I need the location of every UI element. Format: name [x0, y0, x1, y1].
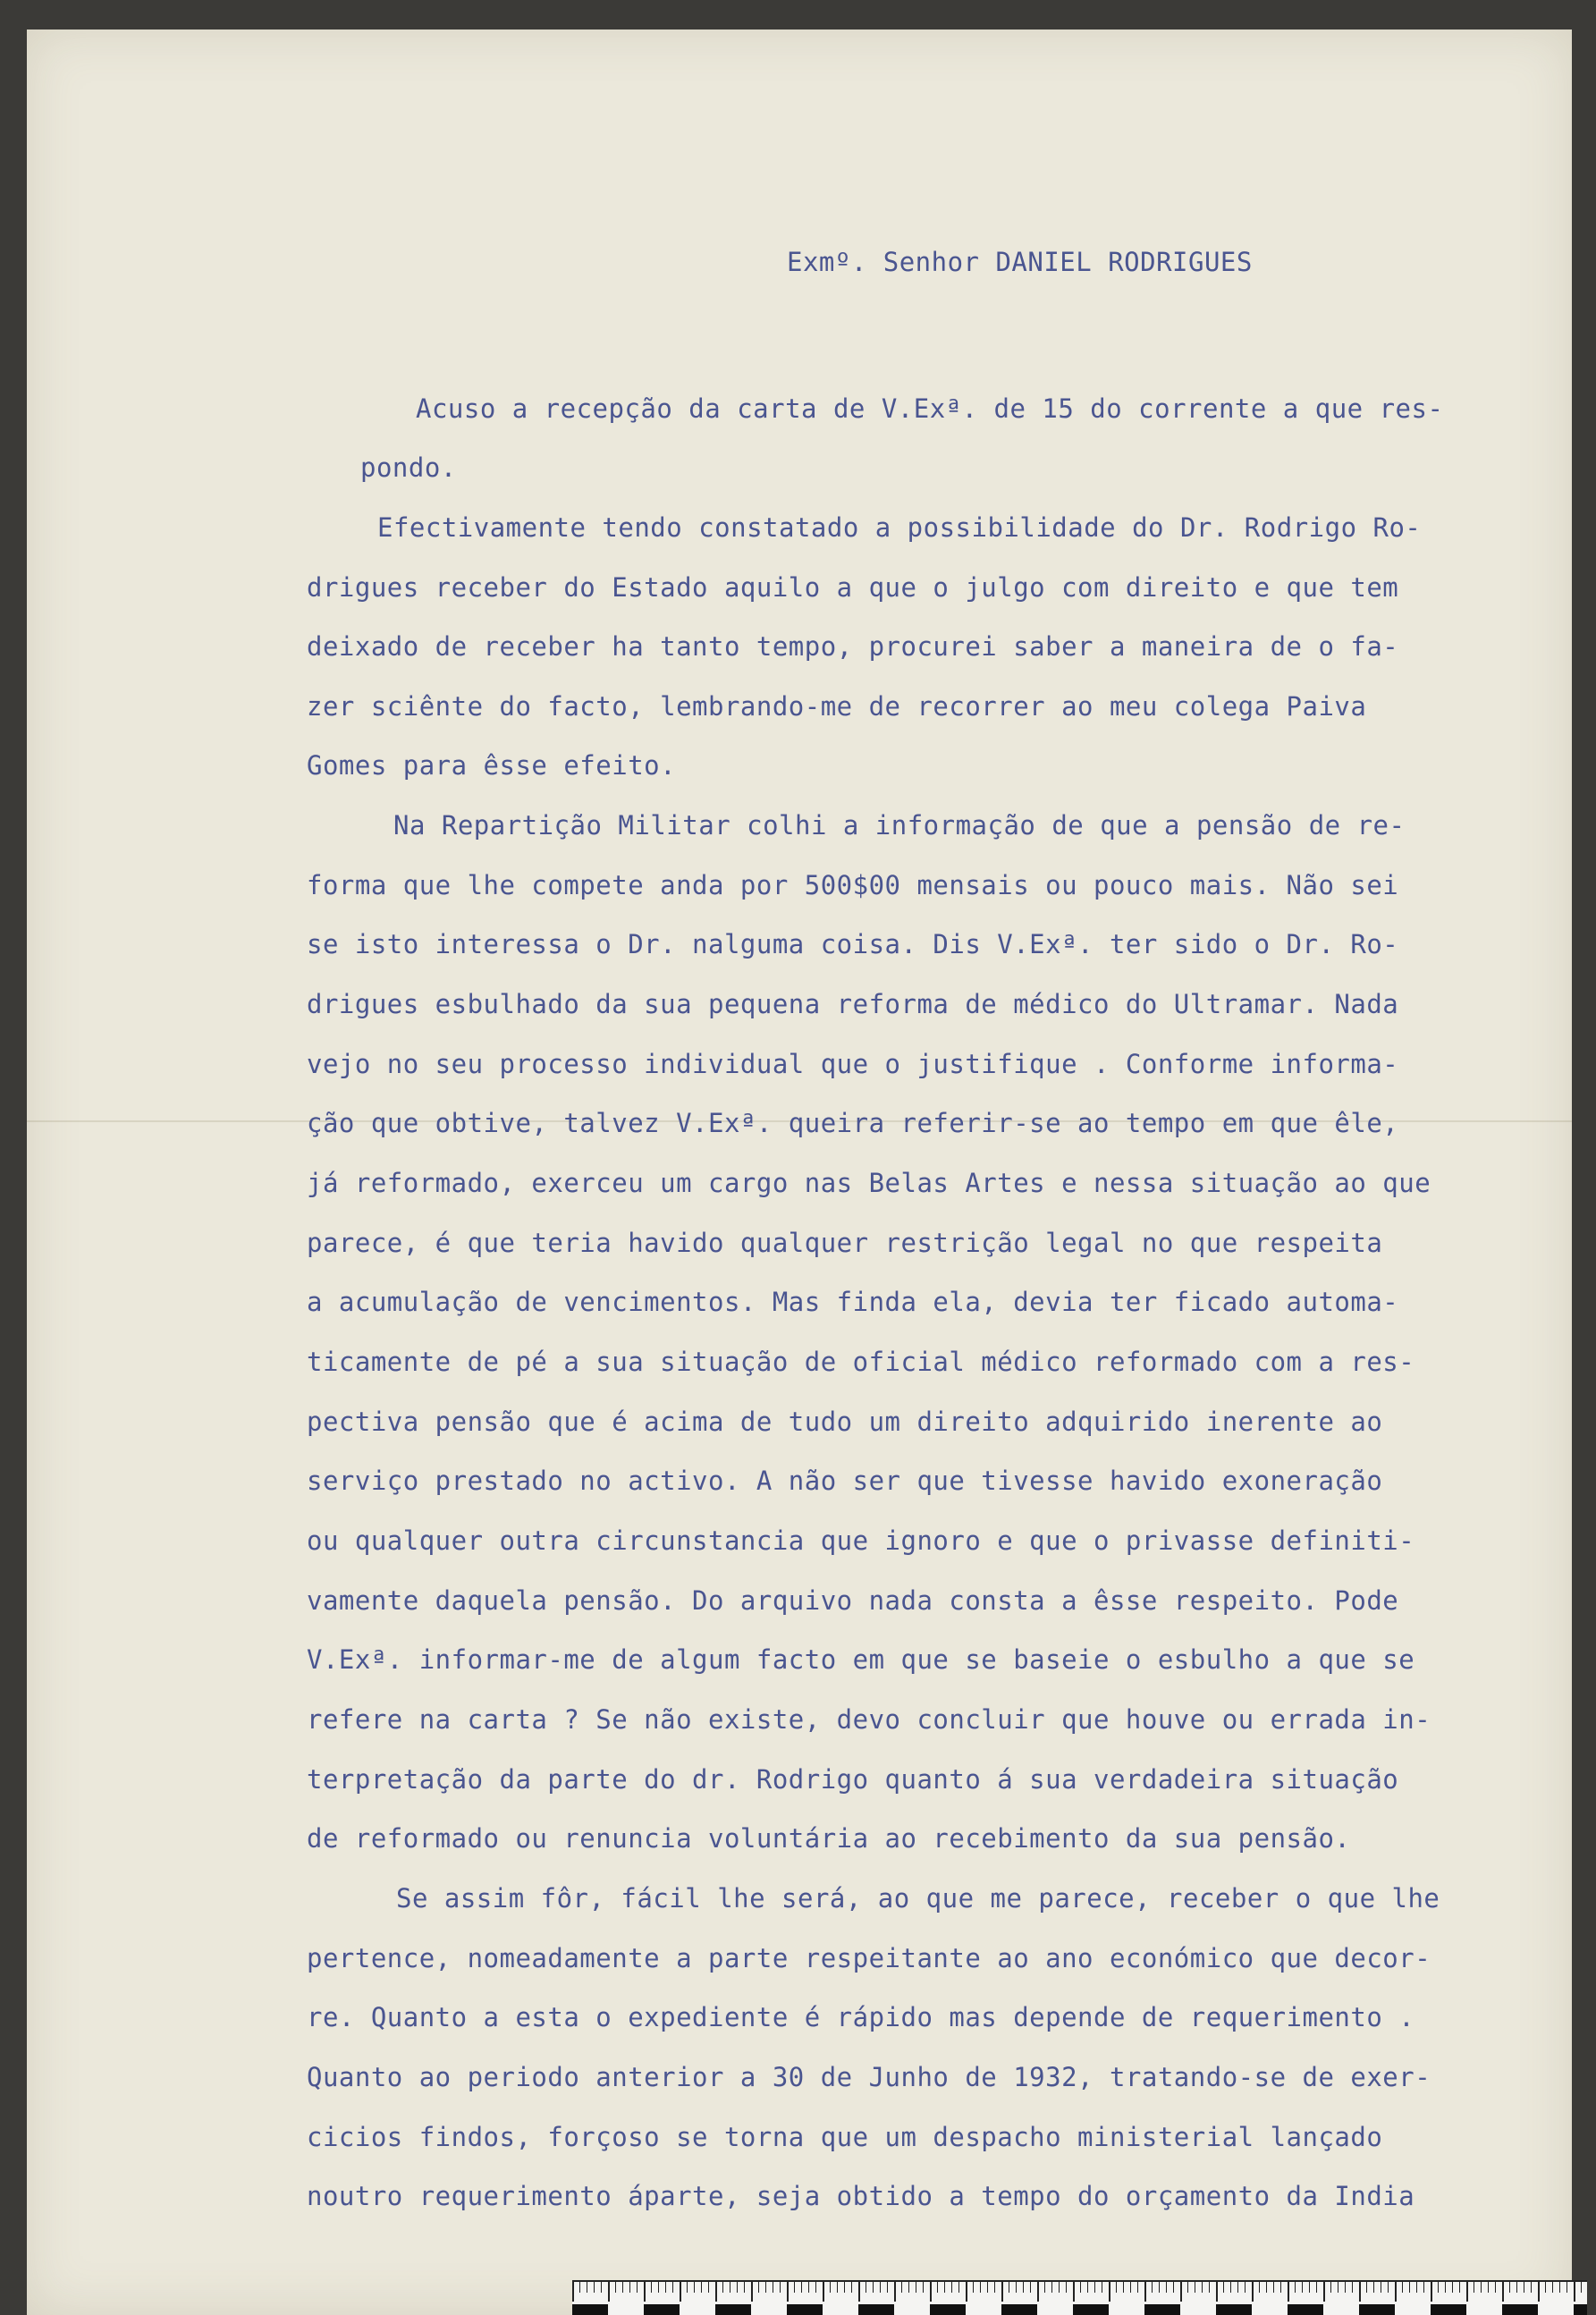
- letter-line: noutro requerimento áparte, seja obtido a tempo do orçamento da India: [307, 2181, 1415, 2211]
- letter-line: Na Repartição Militar colhi a informação de que a pensão de re-: [393, 810, 1406, 841]
- letter-line: serviço prestado no activo. A não ser que tivesse havido exoneração: [307, 1466, 1383, 1496]
- letter-line: re. Quanto a esta o expediente é rápido mas depende de requerimento .: [307, 2002, 1415, 2032]
- letter-line: parece, é que teria havido qualquer restrição legal no que respeita: [307, 1228, 1383, 1258]
- salutation: Exmº. Senhor DANIEL RODRIGUES: [787, 247, 1253, 277]
- letter-sheet: [27, 30, 1572, 2315]
- letter-line: Acuso a recepção da carta de V.Exª. de 15 do corrente a que res-: [416, 393, 1444, 424]
- scale-ruler: [572, 2280, 1587, 2315]
- letter-line: terpretação da parte do dr. Rodrigo quanto á sua verdadeira situação: [307, 1764, 1399, 1795]
- letter-line: Efectivamente tendo constatado a possibilidade do Dr. Rodrigo Ro-: [377, 512, 1422, 543]
- letter-line: ção que obtive, talvez V.Exª. queira referir-se ao tempo em que êle,: [307, 1108, 1399, 1138]
- letter-line: pondo.: [360, 452, 457, 483]
- ruler-ticks: [572, 2282, 1587, 2302]
- letter-line: refere na carta ? Se não existe, devo concluir que houve ou errada in-: [307, 1704, 1431, 1735]
- letter-line: ticamente de pé a sua situação de oficial médico reformado com a res-: [307, 1347, 1415, 1377]
- letter-line: a acumulação de vencimentos. Mas finda ela, devia ter ficado automa-: [307, 1287, 1399, 1317]
- letter-line: vamente daquela pensão. Do arquivo nada consta a êsse respeito. Pode: [307, 1585, 1399, 1616]
- letter-line: de reformado ou renuncia voluntária ao recebimento da sua pensão.: [307, 1823, 1351, 1854]
- letter-line: vejo no seu processo individual que o justifique . Conforme informa-: [307, 1049, 1399, 1079]
- letter-line: V.Exª. informar-me de algum facto em que se baseie o esbulho a que se: [307, 1644, 1415, 1675]
- letter-line: deixado de receber ha tanto tempo, procurei saber a maneira de o fa-: [307, 631, 1399, 662]
- letter-line: pertence, nomeadamente a parte respeitante ao ano económico que decor-: [307, 1943, 1431, 1973]
- letter-line: Se assim fôr, fácil lhe será, ao que me parece, receber o que lhe: [396, 1883, 1440, 1914]
- ruler-band: [572, 2304, 1587, 2315]
- letter-line: cicios findos, forçoso se torna que um despacho ministerial lançado: [307, 2122, 1383, 2152]
- letter-line: drigues esbulhado da sua pequena reforma de médico do Ultramar. Nada: [307, 989, 1399, 1019]
- letter-line: Gomes para êsse efeito.: [307, 750, 677, 781]
- letter-line: Quanto ao periodo anterior a 30 de Junho de 1932, tratando-se de exer-: [307, 2062, 1431, 2092]
- letter-line: se isto interessa o Dr. nalguma coisa. Dis V.Exª. ter sido o Dr. Ro-: [307, 929, 1399, 959]
- letter-line: ou qualquer outra circunstancia que ignoro e que o privasse definiti-: [307, 1525, 1415, 1556]
- letter-line: forma que lhe compete anda por 500$00 mensais ou pouco mais. Não sei: [307, 870, 1399, 900]
- letter-line: zer sciênte do facto, lembrando-me de recorrer ao meu colega Paiva: [307, 691, 1367, 722]
- letter-line: drigues receber do Estado aquilo a que o julgo com direito e que tem: [307, 572, 1399, 603]
- letter-line: já reformado, exerceu um cargo nas Belas Artes e nessa situação ao que: [307, 1168, 1431, 1198]
- letter-line: pectiva pensão que é acima de tudo um direito adquirido inerente ao: [307, 1407, 1383, 1437]
